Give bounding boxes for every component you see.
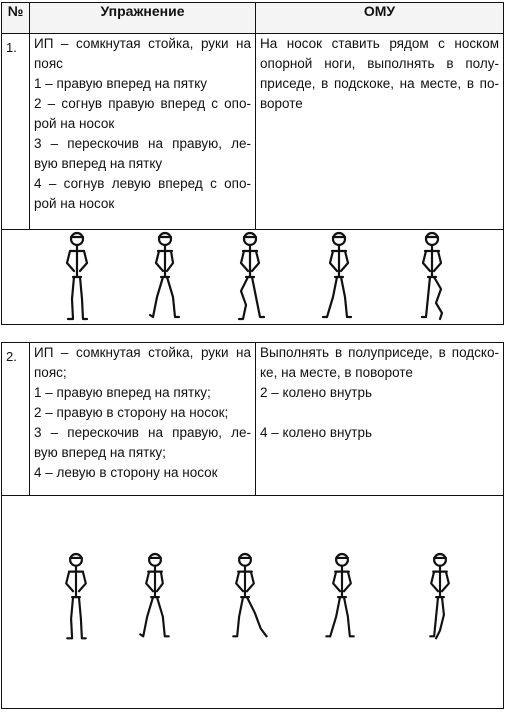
header-omu: ОМУ [256, 3, 504, 34]
omu-line: вороте [260, 96, 303, 111]
figure-torso [148, 566, 162, 597]
figure-legs [430, 597, 444, 638]
figure-legs [239, 277, 264, 319]
figure-head [239, 554, 251, 566]
figure-head [333, 233, 345, 245]
exercise-line: 3 – перескочив на правую, ле- [34, 425, 251, 440]
figure-torso [433, 566, 447, 597]
figure-head [434, 554, 446, 566]
table-row [2, 34, 504, 230]
omu-description [256, 34, 504, 230]
figure-head [159, 233, 171, 245]
omu-line: ке, на месте, в повороте [260, 365, 413, 380]
figure-torso [335, 566, 349, 597]
figures-row [2, 230, 504, 325]
table-row [2, 343, 504, 496]
exercise-line: рой на носок [34, 196, 115, 211]
figure-head [426, 233, 438, 245]
omu-line: опорной ноги, выполнять в полу- [260, 56, 499, 71]
figure-torso [238, 566, 252, 597]
figure-strip [2, 230, 502, 324]
exercise-line: вую вперед на пятку [34, 156, 163, 171]
figure-stance [67, 233, 87, 319]
figure-legs [323, 277, 351, 317]
exercise-line: 2 – правую в сторону на носок; [34, 405, 229, 420]
figure-toe-bent [239, 233, 264, 319]
figure-strip [2, 496, 502, 708]
figure-torso [332, 245, 346, 277]
exercise-line: 4 – согнув левую вперед с опо- [34, 176, 251, 191]
exercise-line: 1 – правую вперед на пятку [34, 76, 208, 91]
exercise-table-2 [1, 342, 504, 709]
figures-cell [2, 230, 504, 325]
omu-line [260, 403, 499, 423]
exercise-description [30, 343, 256, 496]
figure-head [149, 554, 161, 566]
exercise-line: пояс [34, 56, 63, 71]
figure-toe-side [233, 554, 266, 636]
exercise-line: 3 – перескочив на правую, ле- [34, 136, 251, 151]
figure-head [70, 554, 82, 566]
omu-description [256, 343, 504, 496]
figure-toe-bent-left [422, 233, 442, 319]
figure-torso [243, 245, 257, 277]
figure-heel-forward [150, 233, 179, 317]
exercise-line: пояс; [34, 365, 67, 380]
exercise-line: вую вперед на пятку; [34, 445, 166, 460]
omu-line: 2 – колено внутрь [260, 385, 372, 400]
figure-legs [67, 597, 86, 638]
exercise-line: ИП – сомкнутая стойка, руки на [34, 36, 251, 51]
exercise-line: 2 – согнув правую вперед с опо- [34, 96, 251, 111]
figure-torso [158, 245, 172, 277]
figure-head [71, 233, 83, 245]
header-exercise: Упражнение [30, 3, 256, 34]
figure-legs [68, 277, 87, 319]
table-header-row [2, 3, 504, 34]
figure-legs [150, 277, 179, 317]
figure-head [336, 554, 348, 566]
figure-toe-side-left [430, 554, 449, 638]
header-number: № [2, 3, 30, 34]
figure-legs [422, 277, 442, 319]
figure-legs [140, 597, 168, 636]
figures-cell [2, 496, 504, 709]
exercise-line: 1 – правую вперед на пятку; [34, 385, 211, 400]
exercise-description [30, 34, 256, 230]
figure-head [244, 233, 256, 245]
omu-line: Выполнять в полуприседе, в подско- [260, 345, 499, 360]
figures-row [2, 496, 504, 709]
row-number: 1. [2, 34, 30, 230]
exercise-line: рой на носок [34, 116, 115, 131]
figure-legs [326, 597, 353, 636]
figure-heel-switch [323, 233, 351, 317]
figure-torso [425, 245, 439, 277]
figure-legs [233, 597, 266, 636]
omu-line: 4 – колено внутрь [260, 425, 372, 440]
figure-heel-forward [140, 554, 168, 636]
exercise-line: 4 – левую в сторону на носок [34, 465, 218, 480]
figure-torso [70, 245, 84, 277]
figure-torso [69, 566, 83, 597]
exercise-table-1 [1, 2, 504, 325]
row-number: 2. [2, 343, 30, 496]
exercise-line: ИП – сомкнутая стойка, руки на [34, 345, 251, 360]
figure-heel-switch [326, 554, 353, 636]
figure-stance [66, 554, 86, 638]
omu-line: приседе, в подскоке, на месте, в по- [260, 76, 499, 91]
omu-line: На носок ставить рядом с носком [260, 36, 499, 51]
